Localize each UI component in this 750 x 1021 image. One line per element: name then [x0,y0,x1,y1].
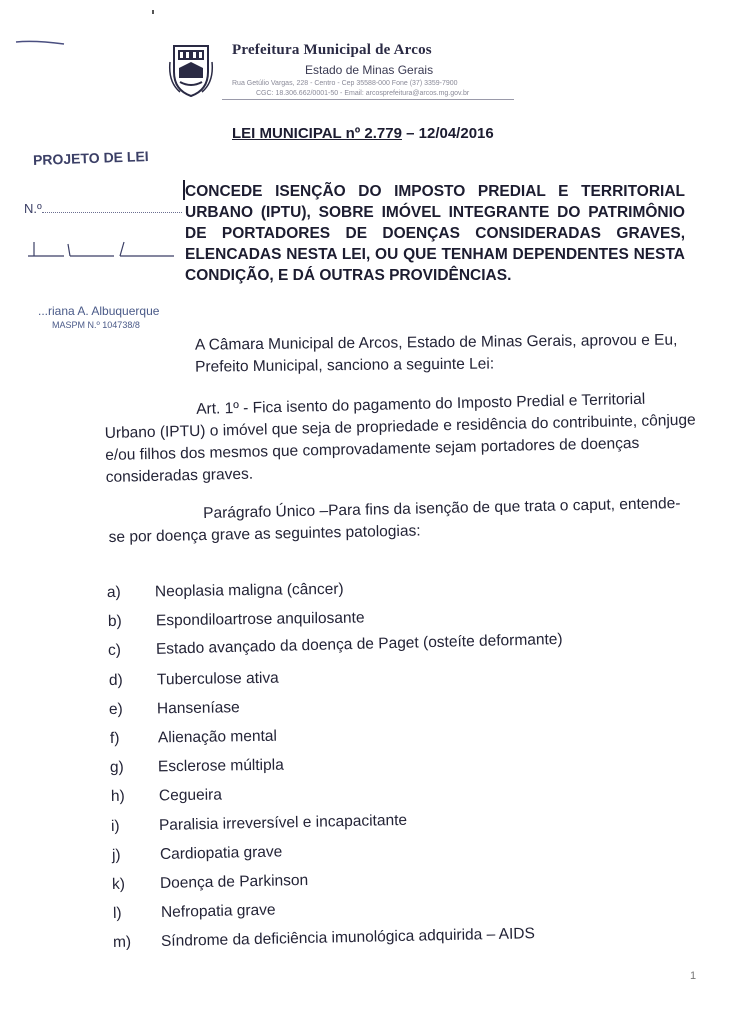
disease-item [112,902,275,923]
disease-item [110,787,221,807]
header-title: Prefeitura Municipal de Arcos [232,42,432,58]
disease-letter: a) [106,583,121,601]
disease-letter: f) [109,729,120,747]
disease-name: Espondiloartrose anquilosante [155,609,365,630]
disease-letter: m) [112,934,132,952]
disease-letter: j) [111,846,121,864]
disease-name: Síndrome da deficiência imunológica adquirida – AIDS [160,925,536,951]
stamp-number-label: N.º [24,201,42,216]
disease-name: Cardiopatia grave [159,843,282,863]
scan-mark [152,10,154,14]
law-date: – 12/04/2016 [401,125,494,142]
disease-name: Paralisia irreversível e incapacitante [158,811,408,834]
disease-letter: k) [111,875,126,893]
law-title [232,125,494,142]
disease-item [111,811,407,835]
disease-letter: h) [110,788,125,806]
disease-item [107,581,344,602]
disease-item [111,843,282,865]
disease-item [109,728,276,748]
disease-name: Hanseníase [156,698,240,718]
ementa-text: CONCEDE ISENÇÃO DO IMPOSTO PREDIAL E TERRITORIAL URBANO (IPTU), SOBRE IMÓVEL INTEGRANTE DO PATRIMÔNIO DE PORTADORES DE DOENÇAS CONSIDERADAS GRAVES, ELENCADAS NESTA LEI, OU QUE TENHAM DEPENDENTES NESTA CONDIÇÃO, E DÁ OUTRAS PROVIDÊNCIAS. [185,183,685,284]
stamp-date-lines [24,240,184,260]
disease-letter: d) [108,671,123,689]
intro-paragraph: A Câmara Municipal de Arcos, Estado de Minas Gerais, aprovou e Eu, Prefeito Municipal, sanciono a seguinte Lei: [194,331,678,376]
header-address: Rua Getúlio Vargas, 228 - Centro - Cep 35588-000 Fone (37) 3359-7900 [232,80,458,87]
disease-name: Alienação mental [157,727,277,747]
disease-name: Neoplasia maligna (câncer) [154,580,344,601]
disease-item [107,610,364,632]
disease-name: Tuberculose ativa [156,669,279,688]
sole-paragraph: Parágrafo Único –Para fins da isenção de que trata o caput, entende-se por doença grave as seguintes patologias: [108,495,681,546]
disease-letter: i) [110,817,120,835]
municipal-crest-logo [168,42,214,98]
disease-item [110,757,284,777]
page-mark: 1 [690,970,697,982]
stamp-number-line [42,212,182,213]
disease-item [109,699,240,719]
disease-item [108,631,563,660]
header-state: Estado de Minas Gerais [305,63,434,77]
disease-letter: g) [109,758,124,777]
disease-name: Estado avançado da doença de Paget (osteíte deformante) [155,631,563,659]
disease-letter: c) [107,642,122,660]
disease-item [108,669,278,689]
disease-letter: l) [112,905,122,923]
article-1: Art. 1º - Fica isento do pagamento do Imposto Predial e Territorial Urbano (IPTU) o imóvel que seja de propriedade e residência do contribuinte, cônjuge e/ou filhos dos mesmos que comprovadamente sejam portadores de doenças consideradas graves. [104,390,696,486]
stamp-signer-id: MASPM N.º 104738/8 [52,320,140,330]
stamp-heading: PROJETO DE LEI [32,147,149,169]
disease-name: Cegueira [158,786,222,805]
disease-name: Nefropatia grave [160,901,276,922]
disease-item [112,872,309,894]
disease-name: Esclerose múltipla [157,756,284,776]
disease-item [113,926,535,953]
disease-letter: e) [108,700,123,718]
pen-scribble-mark [14,38,66,50]
header-cgc: CGC: 18.306.662/0001-50 - Email: arcosprefeitura@arcos.mg.gov.br [256,90,470,97]
law-number: LEI MUNICIPAL nº 2.779 [232,125,402,142]
stamp-signer-name: ...riana A. Albuquerque [38,304,160,318]
disease-name: Doença de Parkinson [159,871,309,892]
disease-letter: b) [107,612,122,631]
header-divider [222,99,514,100]
